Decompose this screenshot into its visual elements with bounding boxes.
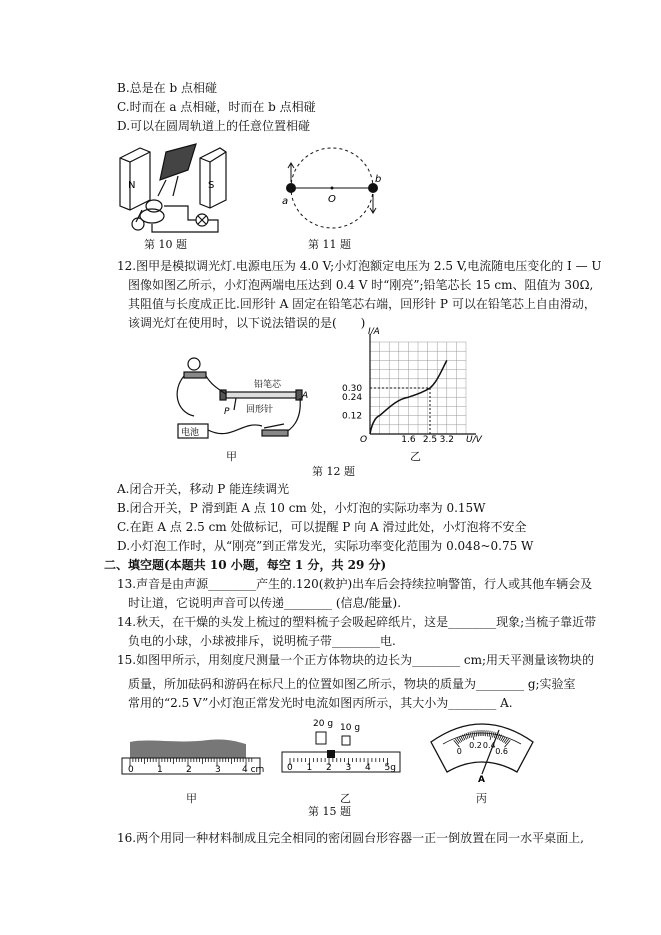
center-o-label: O — [328, 194, 336, 205]
ruler-label: 1 — [157, 765, 163, 775]
ruler-label: 4 cm — [242, 765, 265, 775]
figure-11-caption: 第 11 题 — [308, 238, 351, 251]
q12-line-1: 12.图甲是模拟调光灯.电源电压为 4.0 V;小灯泡额定电压为 2.5 V,电流随电压变化的 I — U — [117, 259, 602, 273]
battery-label: 电池 — [181, 428, 200, 438]
x-axis-label: U/V — [466, 435, 482, 445]
scale-label: 0 — [287, 763, 293, 773]
q12-option-b: B.闭合开关，P 滑到距 A 点 10 cm 处，小灯泡的实际功率为 0.15W — [117, 501, 486, 515]
clip-a-label: A — [302, 391, 309, 401]
figure-15-yi-balance — [278, 712, 403, 782]
weight-20g — [316, 732, 326, 744]
ruler-label: 3 — [215, 765, 221, 775]
scale-label: 4 — [365, 763, 371, 773]
figure-10-caption: 第 10 题 — [144, 238, 187, 251]
ammeter-unit: A — [478, 775, 485, 785]
figure-10-magnet-loop — [118, 140, 228, 235]
weight-10g — [342, 736, 350, 745]
figure-11-circular-track — [278, 142, 388, 234]
q10-option-b: B.总是在 b 点相碰 — [117, 81, 217, 95]
q12-line-3: 其阻值与长度成正比.回形针 A 固定在铅笔芯右端，回形针 P 可以在铅笔芯上自由滑动， — [128, 297, 596, 311]
q14-line-1: 14.秋天，在干燥的头发上梳过的塑料梳子会吸起碎纸片，这是________现象;当梳子靠近带 — [117, 615, 597, 629]
q10-option-c: C.时而在 a 点相碰，时而在 b 点相碰 — [117, 100, 316, 114]
q13-line-1: 13.声音是由声源________产生的.120(救护)出车后会持续拉响警笛，行人或其他车辆会及 — [117, 577, 593, 591]
ruler-label: 2 — [186, 765, 192, 775]
figure-15-jia-caption: 甲 — [186, 792, 197, 805]
figure-15-yi-caption: 乙 — [340, 792, 351, 805]
q15-line-3: 常用的“2.5 V”小灯泡正常发光时电流如图丙所示，其大小为________ A. — [128, 696, 513, 710]
magnet-s-label: S — [208, 180, 215, 191]
ammeter-tick-label: 0.6 — [495, 747, 509, 757]
pencil-lead-label: 铅笔芯 — [254, 380, 282, 390]
q15-line-2: 质量，所加砝码和游码在标尺上的位置如图乙所示，物块的质量为________ g;实验室 — [128, 677, 576, 691]
q12-option-a: A.闭合开关，移动 P 能连续调光 — [117, 482, 290, 496]
scale-label: 2 — [326, 763, 332, 773]
clip-p-label: P — [224, 407, 230, 417]
q12-option-c: C.在距 A 点 2.5 cm 处做标记，可以提醒 P 向 A 滑过此处，小灯泡将不安全 — [117, 520, 527, 534]
rider — [327, 750, 335, 758]
ammeter-tick-label: 0.4 — [482, 740, 496, 750]
point-a-label: a — [282, 196, 289, 207]
figure-15-caption: 第 15 题 — [308, 805, 351, 818]
x-tick-25: 2.5 — [422, 435, 438, 445]
origin-label: O — [360, 435, 368, 445]
ammeter-tick-label: 0 — [456, 747, 462, 757]
ammeter-tick-label: 0.2 — [469, 740, 482, 750]
scale-label: 5g — [384, 763, 396, 773]
q12-option-d: D.小灯泡工作时，从“刚亮”到正常发光，实际功率变化范围为 0.048~0.75 W — [117, 539, 534, 553]
q10-option-d: D.可以在圆周轨道上的任意位置相碰 — [117, 119, 311, 133]
y-axis-label: I/A — [368, 327, 380, 337]
q13-line-2: 时让道，它说明声音可以传递________ (信息/能量). — [128, 596, 402, 610]
q15-line-1: 15.如图甲所示，用刻度尺测量一个正方体物块的边长为________ cm;用天平测量该物块的 — [117, 653, 595, 667]
y-tick-012: 0.12 — [342, 411, 363, 422]
section-2-heading: 二、填空题(本题共 10 小题，每空 1 分，共 29 分) — [104, 558, 387, 572]
y-tick-030: 0.30 — [342, 384, 363, 394]
scale-label: 1 — [306, 763, 313, 773]
figure-12-iu-chart — [338, 322, 488, 452]
figure-12-jia-circuit — [172, 350, 307, 445]
scale-label: 3 — [345, 763, 352, 773]
q12-line-4: 该调光灯在使用时，以下说法错误的是( ) — [128, 316, 366, 330]
y-tick-024: 0.24 — [342, 393, 363, 404]
figure-12-jia-caption: 甲 — [226, 450, 237, 463]
q16-line-1: 16.两个用同一种材料制成且完全相同的密闭圆台形容器一正一倒放置在同一水平桌面上, — [117, 831, 584, 845]
ruler-label: 0 — [128, 765, 134, 775]
weight-20g-label: 20 g — [313, 719, 334, 729]
figure-15-jia-ruler — [118, 738, 263, 783]
q12-line-2: 图像如图乙所示，小灯泡两端电压达到 0.4 V 时“刚亮”;铅笔芯长 15 cm、阻值为 30Ω, — [128, 278, 594, 292]
figure-12-caption: 第 12 题 — [312, 465, 355, 478]
magnet-n-label: N — [128, 180, 136, 191]
figure-15-bing-ammeter — [425, 712, 540, 787]
q14-line-2: 负电的小球，小球被排斥，说明梳子带________电. — [128, 634, 396, 648]
figure-12-yi-caption: 乙 — [410, 450, 421, 463]
figure-15-bing-caption: 丙 — [476, 792, 487, 805]
x-tick-32: 3.2 — [439, 435, 454, 445]
weight-10g-label: 10 g — [340, 723, 361, 733]
paper-clip-label: 回形针 — [246, 405, 274, 415]
x-tick-16: 1.6 — [401, 435, 416, 445]
point-b-label: b — [375, 174, 382, 185]
